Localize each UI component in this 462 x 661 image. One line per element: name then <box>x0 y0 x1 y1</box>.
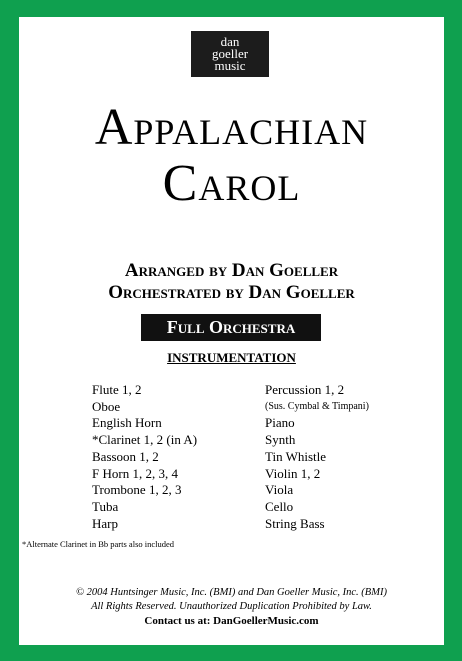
instrument-item: Oboe <box>92 398 121 414</box>
instrument-list-right <box>265 382 369 532</box>
instrument-item-detail: (Sus. Cymbal & Timpani) <box>265 400 369 412</box>
instrument-list-left <box>92 382 197 532</box>
instrument-item: English Horn <box>92 415 162 431</box>
instrument-item: Piano <box>265 415 295 431</box>
instrumentation-heading: INSTRUMENTATION <box>167 350 296 365</box>
logo-line-3: music <box>214 58 246 73</box>
logo-line-1: dan <box>220 34 240 49</box>
instrument-item: Trombone 1, 2, 3 <box>92 482 182 498</box>
copyright-line-2: All Rights Reserved. Unauthorized Duplication Prohibited by Law. <box>91 601 372 612</box>
instrument-item: Cello <box>265 498 294 514</box>
instrument-item: *Clarinet 1, 2 (in A) <box>92 432 198 448</box>
copyright-line-1: © 2004 Huntsinger Music, Inc. (BMI) and Dan Goeller Music, Inc. (BMI) <box>76 587 387 598</box>
arranger-credit: Arranged by Dan Goeller <box>124 260 339 281</box>
instrument-item: Tin Whistle <box>265 448 327 464</box>
footnote: *Alternate Clarinet in Bb parts also included <box>22 539 175 549</box>
instrument-item: Flute 1, 2 <box>92 382 142 397</box>
logo-line-2: goeller <box>211 46 249 61</box>
instrument-item: Bassoon 1, 2 <box>92 448 159 464</box>
instrument-item: Violin 1, 2 <box>265 465 321 481</box>
cover-page <box>19 17 444 645</box>
contact-info: Contact us at: DanGoellerMusic.com <box>144 615 319 627</box>
instrument-item: F Horn 1, 2, 3, 4 <box>92 465 178 481</box>
instrument-item: Viola <box>265 482 294 498</box>
instrument-item: String Bass <box>265 515 325 531</box>
title-line-2: Carol <box>162 155 301 212</box>
publisher-logo <box>191 31 269 77</box>
instrument-item: Harp <box>92 515 118 531</box>
edition-banner: Full Orchestra <box>141 314 321 341</box>
title-line-1: Appalachian <box>94 99 369 156</box>
instrument-item: Percussion 1, 2 <box>265 382 345 397</box>
orchestrator-credit: Orchestrated by Dan Goeller <box>108 282 355 303</box>
instrument-item: Synth <box>265 432 296 448</box>
instrument-item: Tuba <box>92 498 119 514</box>
